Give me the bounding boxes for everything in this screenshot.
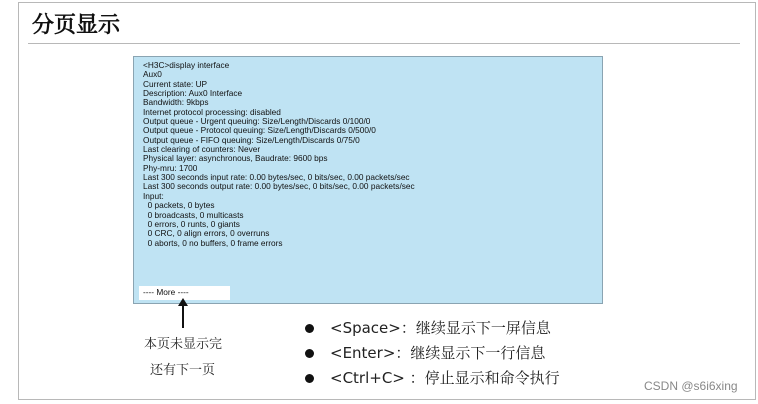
terminal-line: Output queue - Urgent queuing: Size/Length/Discards 0/100/0 bbox=[143, 116, 371, 127]
terminal-output bbox=[143, 61, 415, 248]
terminal-line: 0 broadcasts, 0 multicasts bbox=[143, 209, 244, 220]
arrow-up-icon bbox=[176, 298, 190, 328]
page-title: 分页显示 bbox=[32, 13, 121, 38]
key-item bbox=[305, 316, 560, 341]
terminal-line: Bandwidth: 9kbps bbox=[143, 97, 209, 108]
bullet-icon bbox=[305, 374, 314, 383]
terminal-line: Output queue - Protocol queuing: Size/Length/Discards 0/500/0 bbox=[143, 125, 376, 136]
terminal-line: Physical layer: asynchronous, Baudrate: 9600 bps bbox=[143, 153, 328, 164]
terminal-line: Input: bbox=[143, 190, 164, 201]
key-list bbox=[305, 316, 560, 391]
terminal-line: 0 aborts, 0 no buffers, 0 frame errors bbox=[143, 237, 283, 248]
key-item bbox=[305, 341, 560, 366]
key-text: <Ctrl+C> ：停止显示和命令执行 bbox=[330, 369, 560, 387]
terminal-line: Output queue - FIFO queuing: Size/Length/Discards 0/75/0 bbox=[143, 134, 360, 145]
terminal-line: 0 packets, 0 bytes bbox=[143, 200, 215, 211]
terminal-line: 0 errors, 0 runts, 0 giants bbox=[143, 218, 240, 229]
terminal-line: Current state: UP bbox=[143, 78, 208, 89]
terminal-line: Internet protocol processing: disabled bbox=[143, 106, 281, 117]
more-prompt: ---- More ---- bbox=[143, 287, 189, 297]
terminal-window bbox=[133, 56, 603, 304]
terminal-line: Last clearing of counters: Never bbox=[143, 144, 261, 155]
key-text: <Space>：继续显示下一屏信息 bbox=[330, 319, 551, 337]
terminal-line: Last 300 seconds output rate: 0.00 bytes/sec, 0 bits/sec, 0.00 packets/sec bbox=[143, 181, 415, 192]
annotation-line-1: 本页未显示完 bbox=[144, 337, 223, 352]
key-item bbox=[305, 366, 560, 391]
terminal-line: Phy-mru: 1700 bbox=[143, 162, 198, 173]
title-divider bbox=[28, 43, 740, 44]
terminal-line: 0 CRC, 0 align errors, 0 overruns bbox=[143, 228, 270, 239]
terminal-line: Aux0 bbox=[143, 69, 162, 80]
annotation-line-2: 还有下一页 bbox=[150, 363, 216, 378]
terminal-line: Last 300 seconds input rate: 0.00 bytes/sec, 0 bits/sec, 0.00 packets/sec bbox=[143, 172, 410, 183]
bullet-icon bbox=[305, 324, 314, 333]
terminal-line: Description: Aux0 Interface bbox=[143, 88, 243, 99]
terminal-line: <H3C>display interface bbox=[143, 60, 230, 70]
bullet-icon bbox=[305, 349, 314, 358]
watermark: CSDN @s6i6xing bbox=[644, 379, 738, 393]
key-text: <Enter>：继续显示下一行信息 bbox=[330, 344, 546, 362]
